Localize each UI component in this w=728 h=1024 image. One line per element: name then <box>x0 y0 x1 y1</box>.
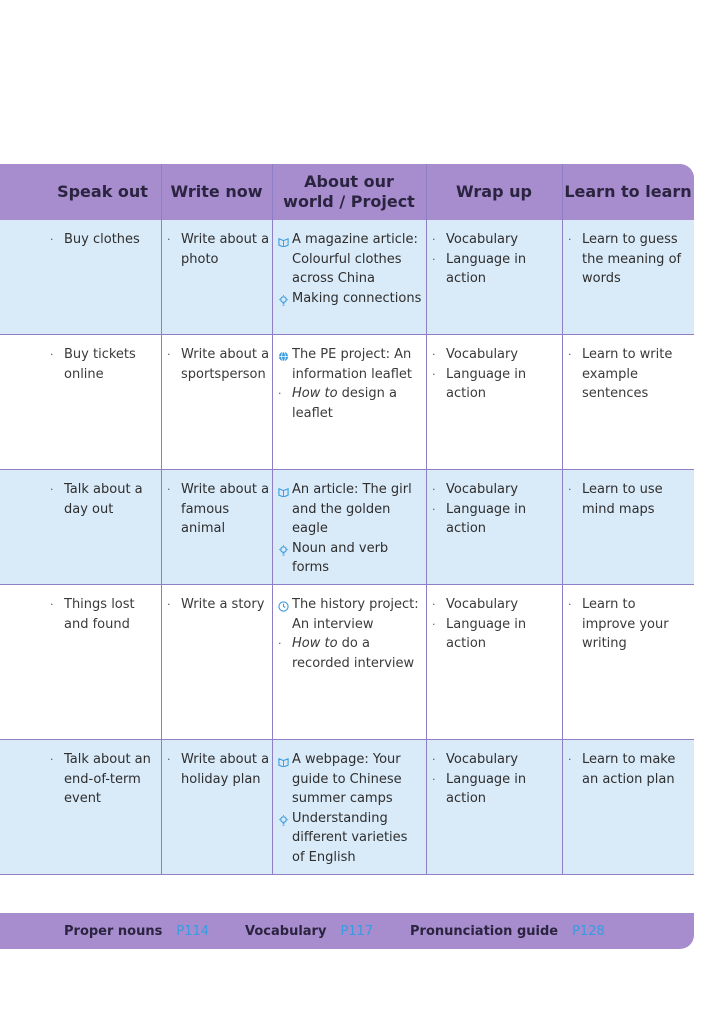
item-text: Vocabulary <box>446 752 519 767</box>
item-text: Noun and verb forms <box>292 540 389 575</box>
item-text: Language in action <box>446 771 527 806</box>
item-text: design a leaflet <box>292 386 397 421</box>
bullet-icon: · <box>568 753 572 766</box>
footer-page[interactable]: P128 <box>572 923 605 939</box>
cell-speak <box>50 345 156 384</box>
bullet-icon: · <box>167 348 171 361</box>
bullet-icon: · <box>50 598 54 611</box>
list-item <box>167 750 270 789</box>
header-learn-to-learn: Learn to learn <box>564 182 692 201</box>
list-item <box>278 480 422 539</box>
item-text: Language in action <box>446 251 527 286</box>
footer-page[interactable]: P114 <box>176 923 210 939</box>
bullet-icon: · <box>432 367 436 381</box>
header-wrap-up: Wrap up <box>456 182 532 201</box>
bullet-icon: · <box>167 753 171 766</box>
cell-speak <box>50 480 156 519</box>
cell-learn <box>568 595 690 654</box>
globe-icon <box>278 349 289 360</box>
list-item <box>432 615 558 654</box>
table-header <box>0 164 694 220</box>
item-text: Write about a holiday plan <box>181 752 270 787</box>
header-about-our-world: About our world / Project <box>283 172 415 211</box>
cell-about <box>278 480 422 578</box>
list-item <box>278 289 422 309</box>
cell-write <box>167 480 270 539</box>
list-item <box>50 750 156 809</box>
item-text: The PE project: An information leaflet <box>292 347 413 382</box>
list-item <box>568 480 690 519</box>
cell-speak <box>50 595 156 634</box>
list-item <box>278 345 422 384</box>
cell-speak <box>50 230 156 250</box>
table-row <box>0 740 694 875</box>
item-text: Buy clothes <box>64 232 140 247</box>
item-text: Write about a photo <box>181 232 270 267</box>
list-item <box>278 809 422 868</box>
bullet-icon: · <box>432 348 436 361</box>
list-item <box>278 595 422 634</box>
item-text: Write a story <box>181 597 265 612</box>
bullet-icon: · <box>432 233 436 246</box>
item-text: Buy tickets online <box>64 347 136 382</box>
list-item <box>50 480 156 519</box>
cell-learn <box>568 750 690 789</box>
bullet-icon: · <box>568 483 572 496</box>
bullet-icon: · <box>568 348 572 361</box>
header-speak-out: Speak out <box>57 182 148 201</box>
footer-vocabulary[interactable] <box>245 913 373 949</box>
item-text: Learn to guess the meaning of words <box>582 232 682 286</box>
item-text: Language in action <box>446 616 527 651</box>
item-text: Making connections <box>292 290 422 306</box>
column-divider <box>426 164 427 875</box>
list-item <box>167 595 270 615</box>
list-item <box>432 500 558 539</box>
item-text: Understanding different varieties of English <box>292 810 408 865</box>
item-text: Talk about a day out <box>64 482 143 517</box>
header-write-now: Write now <box>170 182 263 201</box>
contents-table <box>0 164 694 914</box>
list-item <box>568 345 690 404</box>
lightbulb-icon <box>278 543 289 554</box>
cell-learn <box>568 230 690 289</box>
list-item <box>432 230 558 250</box>
list-item <box>278 384 422 423</box>
item-text: Vocabulary <box>446 347 519 362</box>
bullet-icon: · <box>432 753 436 766</box>
column-divider <box>161 164 162 875</box>
book-icon <box>278 484 289 495</box>
item-text: Vocabulary <box>446 232 519 247</box>
clock-icon <box>278 599 289 610</box>
footer-label: Pronunciation guide <box>410 923 559 939</box>
bullet-icon: · <box>432 502 436 516</box>
item-text: A magazine article: Colourful clothes across China <box>292 232 418 286</box>
cell-about <box>278 750 422 867</box>
list-item <box>432 480 558 500</box>
bullet-icon: · <box>432 252 436 266</box>
bullet-icon: · <box>432 772 436 786</box>
list-item <box>432 770 558 809</box>
list-item <box>432 750 558 770</box>
book-icon <box>278 234 289 245</box>
bullet-icon: · <box>167 598 171 611</box>
table-row <box>0 585 694 740</box>
item-text: Write about a famous animal <box>181 482 270 536</box>
list-item <box>50 595 156 634</box>
list-item <box>432 250 558 289</box>
bullet-icon: · <box>50 753 54 766</box>
item-text: Things lost and found <box>64 597 135 632</box>
column-divider <box>562 164 563 875</box>
table-row <box>0 470 694 585</box>
footer-pronunciation-guide[interactable] <box>410 913 605 949</box>
bullet-icon: · <box>167 483 171 496</box>
footer-label: Proper nouns <box>64 923 163 939</box>
list-item <box>432 365 558 404</box>
list-item <box>568 595 690 654</box>
item-text: Learn to write example sentences <box>582 347 673 401</box>
item-text: Learn to use mind maps <box>582 482 663 517</box>
footer-proper-nouns[interactable] <box>64 913 209 949</box>
item-text: A webpage: Your guide to Chinese summer camps <box>292 752 402 806</box>
cell-learn <box>568 345 690 404</box>
cell-about <box>278 595 422 673</box>
cell-about <box>278 230 422 308</box>
list-item <box>432 345 558 365</box>
item-text: do a recorded interview <box>292 636 415 671</box>
bullet-icon: · <box>167 233 171 246</box>
item-text: Vocabulary <box>446 482 519 497</box>
table-row <box>0 220 694 335</box>
table-row <box>0 335 694 470</box>
bullet-icon: · <box>50 233 54 246</box>
cell-learn <box>568 480 690 519</box>
item-text: Language in action <box>446 366 527 401</box>
cell-write <box>167 345 270 384</box>
item-text: The history project: An interview <box>292 597 419 632</box>
item-text: Language in action <box>446 501 527 536</box>
item-text: Write about a sportsperson <box>181 347 270 382</box>
cell-write <box>167 750 270 789</box>
bullet-icon: · <box>568 233 572 246</box>
cell-write <box>167 230 270 269</box>
bullet-icon: · <box>278 637 282 650</box>
bullet-icon: · <box>568 598 572 611</box>
list-item <box>432 595 558 615</box>
bullet-icon: · <box>432 598 436 611</box>
appendix-bar <box>0 913 694 949</box>
list-item <box>50 345 156 384</box>
list-item <box>278 634 422 673</box>
list-item <box>278 539 422 578</box>
item-text: Vocabulary <box>446 597 519 612</box>
list-item <box>568 750 690 789</box>
list-item <box>50 230 156 250</box>
cell-about <box>278 345 422 423</box>
bullet-icon: · <box>432 617 436 631</box>
list-item <box>278 230 422 289</box>
emphasis-text: How to <box>292 636 338 651</box>
item-text: An article: The girl and the golden eagle <box>292 482 412 536</box>
list-item <box>167 230 270 269</box>
column-divider <box>272 164 273 875</box>
item-text: Talk about an end-of-term event <box>64 752 151 806</box>
footer-label: Vocabulary <box>245 923 327 939</box>
list-item <box>167 480 270 539</box>
bullet-icon: · <box>50 348 54 361</box>
lightbulb-icon <box>278 293 289 304</box>
list-item <box>167 345 270 384</box>
lightbulb-icon <box>278 813 289 824</box>
cell-speak <box>50 750 156 809</box>
item-text: Learn to improve your writing <box>582 597 669 651</box>
cell-wrap <box>432 750 558 809</box>
cell-wrap <box>432 230 558 289</box>
book-icon <box>278 754 289 765</box>
footer-page[interactable]: P117 <box>340 923 374 939</box>
bullet-icon: · <box>50 483 54 496</box>
bullet-icon: · <box>432 483 436 496</box>
cell-wrap <box>432 595 558 654</box>
bullet-icon: · <box>278 387 282 400</box>
emphasis-text: How to <box>292 386 338 401</box>
cell-write <box>167 595 270 615</box>
cell-wrap <box>432 345 558 404</box>
list-item <box>278 750 422 809</box>
list-item <box>568 230 690 289</box>
item-text: Learn to make an action plan <box>582 752 676 787</box>
cell-wrap <box>432 480 558 539</box>
